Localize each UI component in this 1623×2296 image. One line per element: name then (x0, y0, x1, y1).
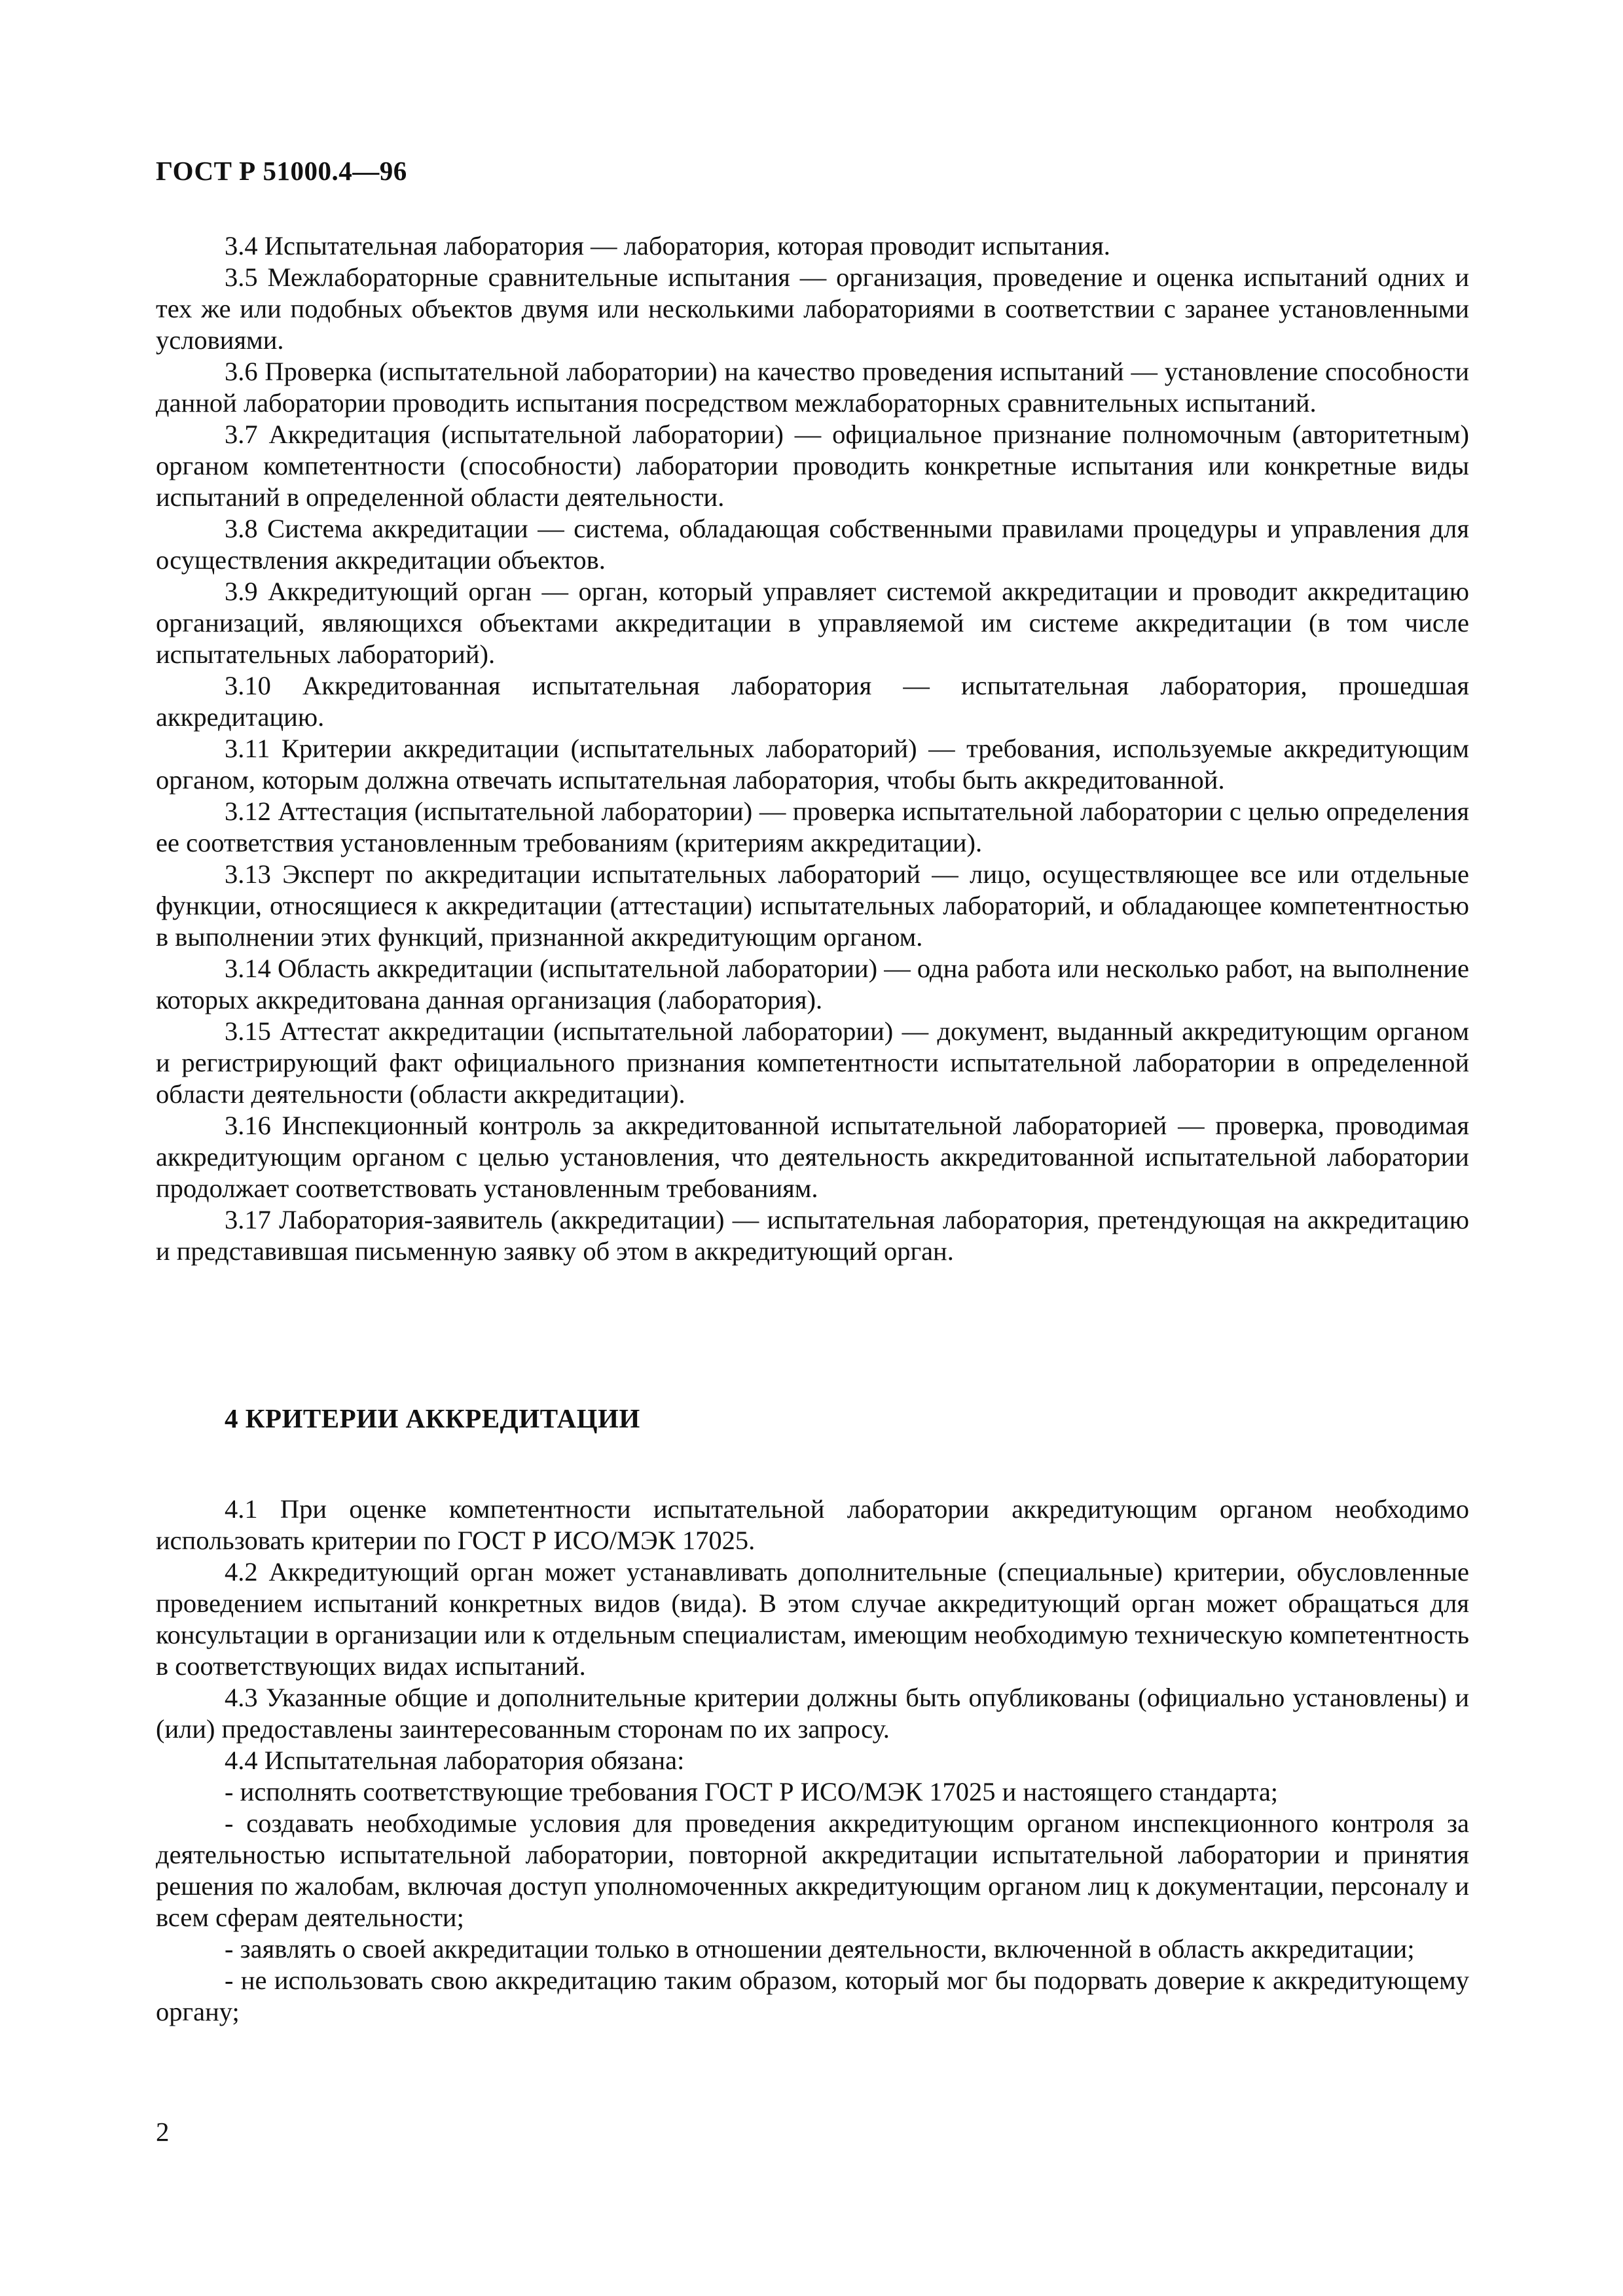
definition-paragraph: 3.8 Система аккредитации — система, обладающая собственными правилами процедуры и управления для осуществления аккредитации объектов. (156, 514, 1469, 575)
definitions-block (156, 230, 1469, 1267)
obligation-item: - заявлять о своей аккредитации только в отношении деятельности, включенной в область аккредитации; (225, 1934, 1415, 1964)
document-header: ГОСТ Р 51000.4—96 (156, 156, 407, 186)
definition-paragraph: 3.7 Аккредитация (испытательной лаборатории) — официальное признание полномочным (авторитетным) органом компетентности (способности) лаборатории проводить конкретные испытания или конкретные виды испытаний в определенной области деятельности. (156, 420, 1469, 512)
definition-paragraph: 3.9 Аккредитующий орган — орган, который управляет системой аккредитации и проводит аккредитацию организаций, являющихся объектами аккредитации в управляемой им системе аккредитации (в том числе испытательных лабораторий). (156, 577, 1469, 669)
criteria-paragraph: 4.1 При оценке компетентности испытательной лаборатории аккредитующим органом необходимо использовать критерии по ГОСТ Р ИСО/МЭК 17025. (156, 1494, 1469, 1555)
definition-paragraph: 3.17 Лаборатория-заявитель (аккредитации) — испытательная лаборатория, претендующая на аккредитацию и представившая письменную заявку об этом в аккредитующий орган. (156, 1205, 1469, 1266)
obligation-item: - создавать необходимые условия для проведения аккредитующим органом инспекционного контроля за деятельностью испытательной лаборатории, повторной аккредитации испытательной лаборатории и принятия решения по жалобам, включая доступ уполномоченных аккредитующим органом лиц к документации, персоналу и всем сферам деятельности; (156, 1808, 1469, 1932)
definition-paragraph: 3.10 Аккредитованная испытательная лаборатория — испытательная лаборатория, прошедшая аккредитацию. (156, 671, 1469, 732)
definition-paragraph: 3.5 Межлабораторные сравнительные испытания — организация, проведение и оценка испытаний одних и тех же или подобных объектов двумя или несколькими лабораториями в соответствии с заранее установленными условиями. (156, 262, 1469, 355)
obligation-item: - не использовать свою аккредитацию таким образом, который мог бы подорвать доверие к аккредитующему органу; (156, 1965, 1469, 2026)
definition-paragraph: 3.16 Инспекционный контроль за аккредитованной испытательной лабораторией — проверка, проводимая аккредитующим органом с целью установления, что деятельность аккредитованной испытательной лаборатории продолжает соответствовать установленным требованиям. (156, 1111, 1469, 1203)
definition-paragraph: 3.4 Испытательная лаборатория — лаборатория, которая проводит испытания. (225, 231, 1110, 260)
definition-paragraph: 3.12 Аттестация (испытательной лаборатории) — проверка испытательной лаборатории с целью определения ее соответствия установленным требованиям (критериям аккредитации). (156, 797, 1469, 857)
criteria-paragraph: 4.2 Аккредитующий орган может устанавливать дополнительные (специальные) критерии, обусловленные проведением испытаний конкретных видов (вида). В этом случае аккредитующий орган может обращаться для консультации в организации или к отдельным специалистам, имеющим необходимую техническую компетентность в соответствующих видах испытаний. (156, 1557, 1469, 1681)
criteria-block (156, 1494, 1469, 2028)
criteria-paragraph: 4.4 Испытательная лаборатория обязана: (225, 1746, 685, 1775)
definition-paragraph: 3.11 Критерии аккредитации (испытательных лабораторий) — требования, используемые аккредитующим органом, которым должна отвечать испытательная лаборатория, чтобы быть аккредитованной. (156, 734, 1469, 795)
section-title: 4 КРИТЕРИИ АККРЕДИТАЦИИ (225, 1403, 640, 1433)
definition-paragraph: 3.13 Эксперт по аккредитации испытательных лабораторий — лицо, осуществляющее все или отдельные функции, относящиеся к аккредитации (аттестации) испытательных лабораторий, и обладающее компетентностью в выполнении этих функций, признанной аккредитующим органом. (156, 859, 1469, 952)
criteria-paragraph: 4.3 Указанные общие и дополнительные критерии должны быть опубликованы (официально установлены) и (или) предоставлены заинтересованным сторонам по их запросу. (156, 1683, 1469, 1744)
obligation-item: - исполнять соответствующие требования ГОСТ Р ИСО/МЭК 17025 и настоящего стандарта; (225, 1777, 1279, 1806)
definition-paragraph: 3.15 Аттестат аккредитации (испытательной лаборатории) — документ, выданный аккредитующим органом и регистрирующий факт официального признания компетентности испытательной лаборатории в определенной области деятельности (области аккредитации). (156, 1016, 1469, 1109)
definition-paragraph: 3.6 Проверка (испытательной лаборатории) на качество проведения испытаний — установление способности данной лаборатории проводить испытания посредством межлабораторных сравнительных испытаний. (156, 357, 1469, 418)
page-number: 2 (156, 2117, 170, 2147)
definition-paragraph: 3.14 Область аккредитации (испытательной лаборатории) — одна работа или несколько работ, на выполнение которых аккредитована данная организация (лаборатория). (156, 954, 1469, 1014)
